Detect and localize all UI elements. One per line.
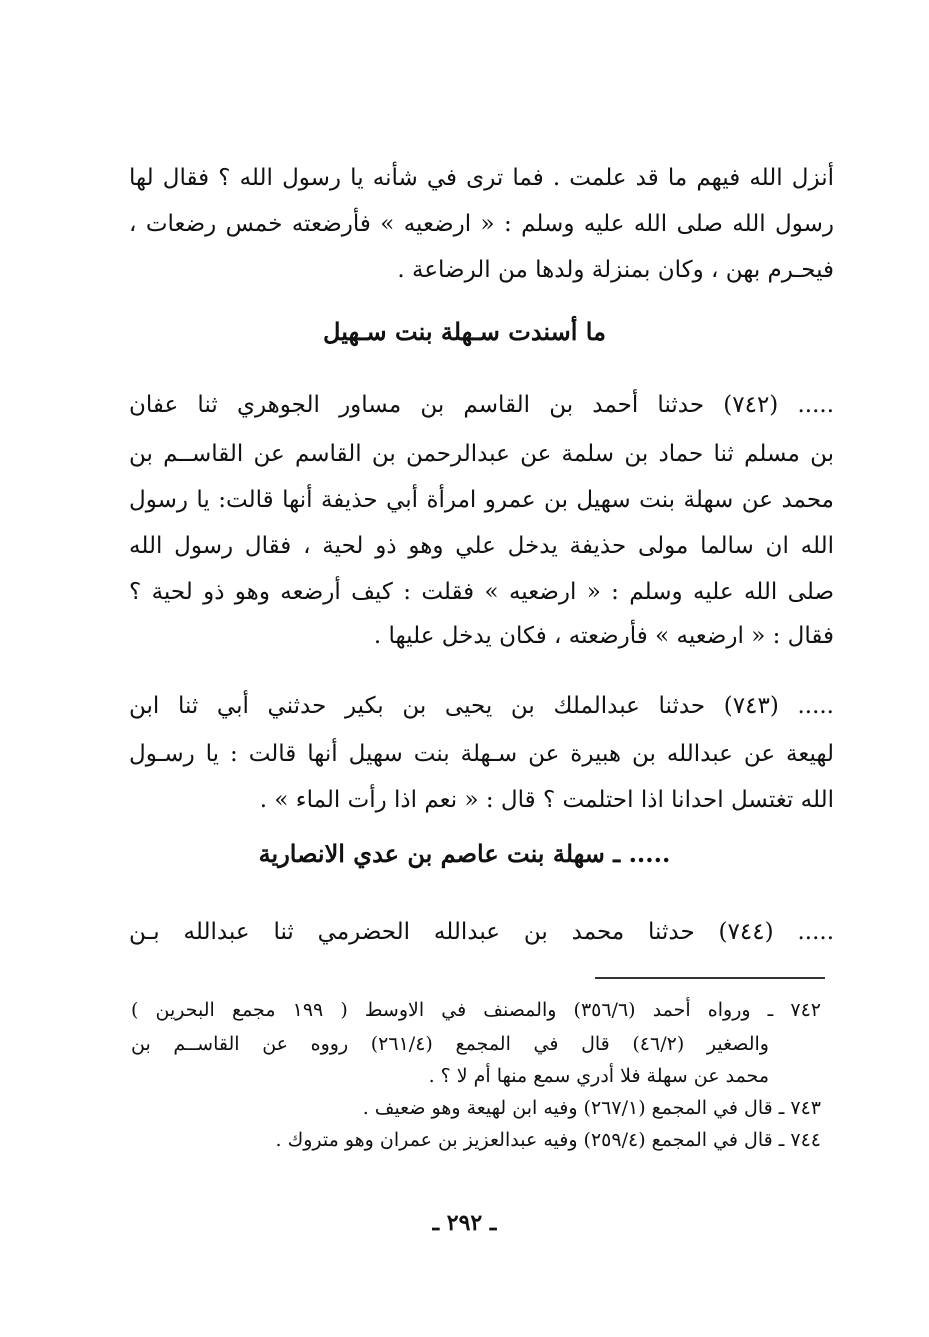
hadith-742-line: الله ان سالما مولى حذيفة يدخل علي وهو ذو لحية ، فقال رسول الله bbox=[129, 533, 834, 559]
footnote-line: ٧٤٣ ـ قال في المجمع (٢٦٧/١) وفيه ابن لهيعة وهو ضعيف . bbox=[362, 1097, 821, 1119]
hadith-743-line: ..... (٧٤٣) حدثنا عبدالملك بن يحيى بن بكير حدثني أبي ثنا ابن bbox=[129, 693, 834, 719]
hadith-742-line: محمد عن سهلة بنت سهيل بن عمرو امرأة أبي حذيفة أنها قالت: يا رسول bbox=[129, 487, 834, 513]
hadith-744-line: ..... (٧٤٤) حدثنا محمد بن عبدالله الحضرمي ثنا عبدالله بـن bbox=[129, 919, 835, 945]
body-line: فيحـرم بهن ، وكان بمنزلة ولدها من الرضاعة . bbox=[397, 257, 834, 283]
footnote-divider bbox=[595, 977, 825, 979]
body-line: أنزل الله فيهم ما قد علمت . فما ترى في شأنه يا رسول الله ؟ فقال لها bbox=[129, 165, 834, 191]
hadith-743-line: الله تغتسل احدانا اذا احتلمت ؟ قال : « نعم اذا رأت الماء » . bbox=[259, 787, 834, 813]
hadith-742-line: صلى الله عليه وسلم : « ارضعيه » فقلت : كيف أرضعه وهو ذو لحية ؟ bbox=[129, 579, 834, 605]
hadith-743-line: لهيعة عن عبدالله بن هبيرة عن سـهلة بنت سهيل أنها قالت : يا رسـول bbox=[129, 741, 834, 767]
hadith-742-line: بن مسلم ثنا حماد بن سلمة عن عبدالرحمن بن القاسم عن القاســم بن bbox=[129, 441, 834, 467]
footnote-line: والصغير (٤٦/٢) قال في المجمع (٢٦١/٤) رووه عن القاســم بن bbox=[131, 1033, 769, 1055]
hadith-742-line: ..... (٧٤٢) حدثنا أحمد بن القاسم بن مساور الجوهري ثنا عفان bbox=[129, 392, 835, 418]
section-heading: ما أسندت سـهلة بنت سـهيل bbox=[323, 317, 606, 346]
hadith-742-line: فقال : « ارضعيه » فأرضعته ، فكان يدخل عليها . bbox=[373, 623, 834, 649]
footnote-line: محمد عن سهلة فلا أدري سمع منها أم لا ؟ . bbox=[428, 1065, 769, 1087]
body-line: رسول الله صلى الله عليه وسلم : « ارضعيه » فأرضعته خمس رضعات ، bbox=[129, 211, 834, 237]
footnote-line: ٧٤٢ ـ ورواه أحمد (٣٥٦/٦) والمصنف في الاوسط ( ١٩٩ مجمع البحرين ) bbox=[131, 999, 821, 1021]
section-heading: ..... ـ سهلة بنت عاصم بن عدي الانصارية bbox=[258, 839, 671, 868]
page-number: ـ ٢٩٢ ـ bbox=[432, 1210, 497, 1236]
footnote-line: ٧٤٤ ـ قال في المجمع (٢٥٩/٤) وفيه عبدالعزيز بن عمران وهو متروك . bbox=[275, 1129, 821, 1151]
